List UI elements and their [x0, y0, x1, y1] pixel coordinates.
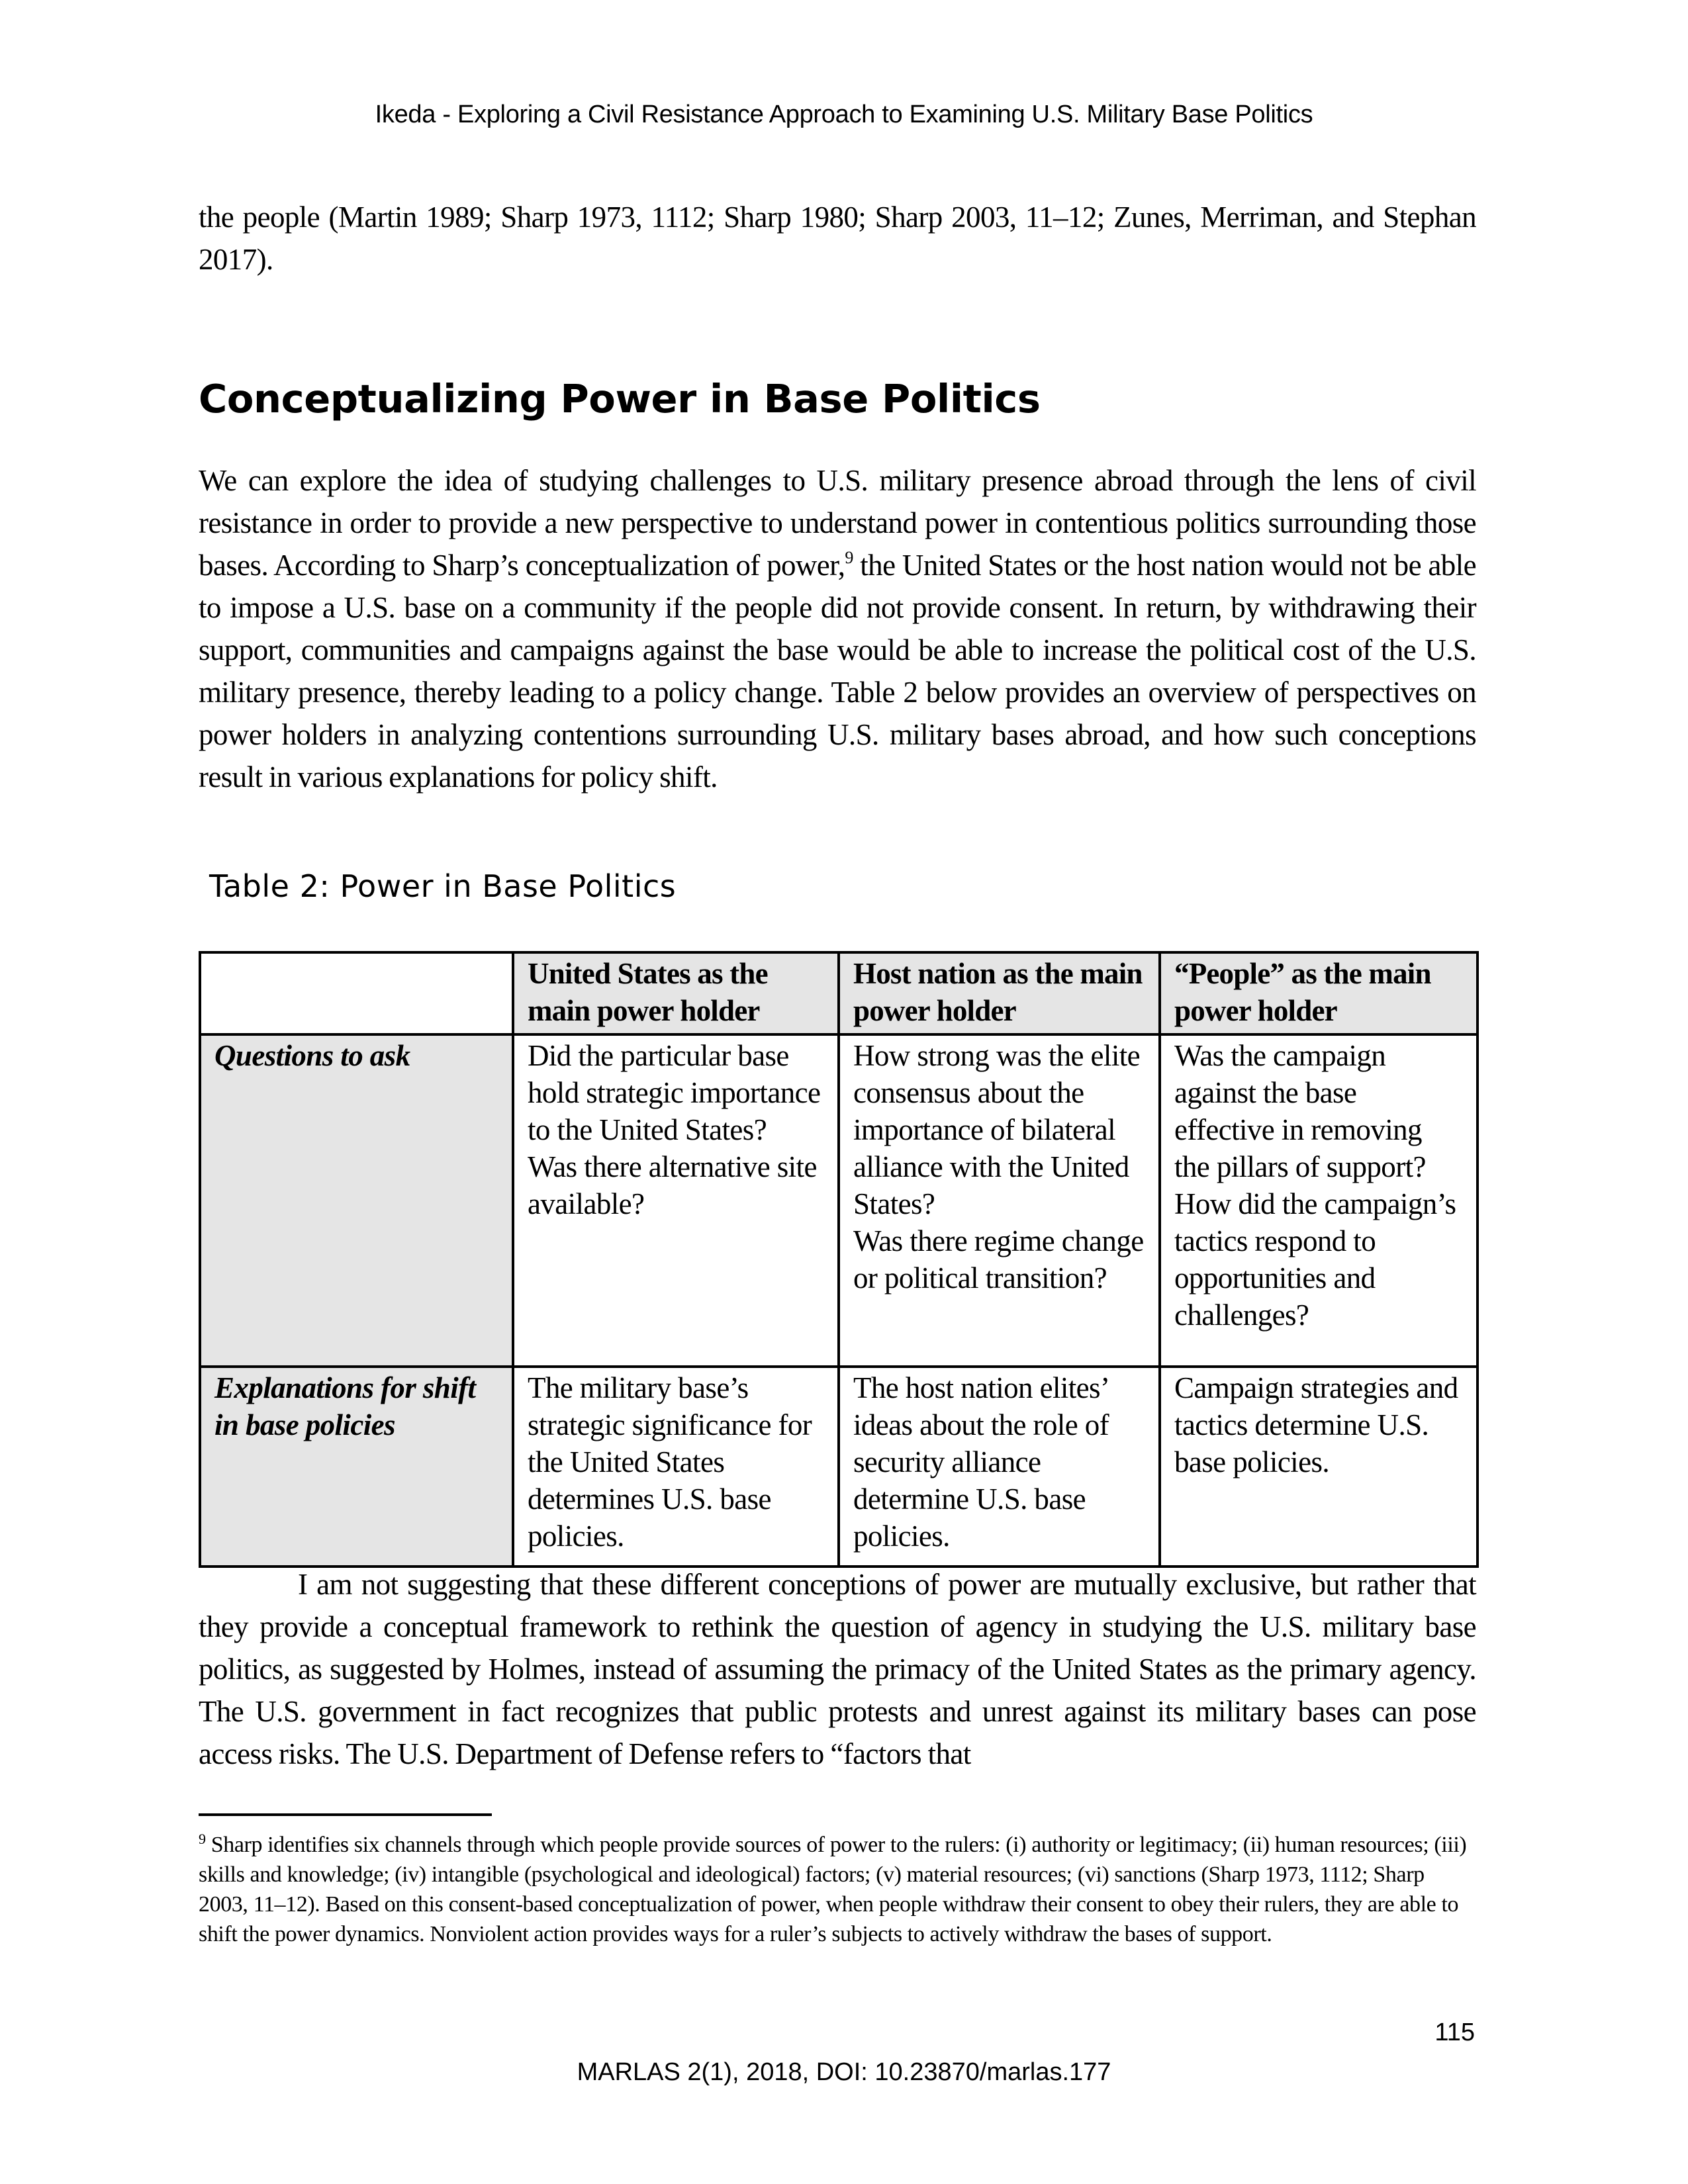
table-cell	[1160, 1367, 1477, 1567]
table-row	[200, 1034, 1477, 1367]
row-label-questions: Questions to ask	[200, 1034, 513, 1367]
footnote-text: Sharp identifies six channels through which people provide sources of power to the rulers: (i) authority or legitimacy; (ii) human resources; (iii) skills and knowledge; (iv) intangible (psychological and ideological) factors; (v) material resources; (vi) sanctions (Sharp 1973, 1112; Sharp 2003, 11–12). Based on this consent-based conceptualization of power, when people withdraw their consent to obey their rulers, they are able to shift the power dynamics. Nonviolent action provides ways for a ruler’s subjects to actively withdraw the bases of support.	[199, 1833, 1467, 1946]
cell-text: The host nation elites’ ideas about the role of security alliance determine U.S. base policies.	[853, 1371, 1109, 1553]
cell-text: Was the campaign against the base effective in removing the pillars of support?	[1174, 1039, 1426, 1183]
cell-text: Was there alternative site available?	[528, 1150, 817, 1220]
cell-text: Campaign strategies and tactics determine U.S. base policies.	[1174, 1371, 1458, 1479]
table-cell	[839, 1034, 1160, 1367]
cell-text: Did the particular base hold strategic importance to the United States?	[528, 1039, 821, 1146]
table-header-row	[200, 952, 1477, 1034]
table-header-corner	[200, 952, 513, 1034]
footnote-separator	[199, 1813, 492, 1816]
main-paragraph	[199, 459, 1476, 798]
table-cell	[513, 1034, 839, 1367]
cell-text: How strong was the elite consensus about the importance of bilateral alliance with the United States?	[853, 1039, 1141, 1220]
power-table	[199, 951, 1479, 1568]
page-number: 115	[1434, 2019, 1475, 2046]
footnote-reference[interactable]: 9	[845, 548, 853, 567]
section-heading: Conceptualizing Power in Base Politics	[199, 376, 1041, 422]
row-label-explanations: Explanations for shift in base policies	[200, 1367, 513, 1567]
footnote	[199, 1830, 1476, 1949]
cell-text: The military base’s strategic significance for the United States determines U.S. base policies.	[528, 1371, 812, 1553]
footnote-number: 9	[199, 1831, 206, 1847]
table-cell	[513, 1367, 839, 1567]
after-table-paragraph-text: I am not suggesting that these different conceptions of power are mutually exclusive, but rather that they provide a conceptual framework to rethink the question of agency in studying the U.S. military base politics, as suggested by Holmes, instead of assuming the primacy of the United States as the primary agency. The U.S. government in fact recognizes that public protests and unrest against its military bases can pose access risks. The U.S. Department of Defense refers to “factors that	[199, 1568, 1476, 1770]
table-header-host-nation: Host nation as the main power holder	[839, 952, 1160, 1034]
cell-text: How did the campaign’s tactics respond to opportunities and challenges?	[1174, 1187, 1456, 1332]
cell-text: Was there regime change or political transition?	[853, 1224, 1144, 1295]
table-header-people: “People” as the main power holder	[1160, 952, 1477, 1034]
running-header: Ikeda - Exploring a Civil Resistance Approach to Examining U.S. Military Base Politics	[375, 101, 1313, 128]
intro-paragraph: the people (Martin 1989; Sharp 1973, 1112; Sharp 1980; Sharp 2003, 11–12; Zunes, Merriman, and Stephan 2017).	[199, 201, 1476, 276]
table-header-us: United States as the main power holder	[513, 952, 839, 1034]
table-cell	[839, 1367, 1160, 1567]
table-title: Table 2: Power in Base Politics	[209, 868, 677, 904]
main-paragraph-part2: the United States or the host nation would not be able to impose a U.S. base on a community if the people did not provide consent. In return, by withdrawing their support, communities and campaigns against the base would be able to increase the political cost of the U.S. military presence, thereby leading to a policy change. Table 2 below provides an overview of perspectives on power holders in analyzing contentions surrounding U.S. military bases abroad, and how such conceptions result in various explanations for policy shift.	[199, 549, 1476, 794]
table-cell	[1160, 1034, 1477, 1367]
table-row	[200, 1367, 1477, 1567]
main-paragraph-part1: We can explore the idea of studying challenges to U.S. military presence abroad through the lens of civil resistance in order to provide a new perspective to understand power in contentious politics surrounding those bases. According to Sharp’s conceptualization of power,	[199, 464, 1476, 582]
after-table-paragraph	[199, 1563, 1476, 1775]
journal-citation: MARLAS 2(1), 2018, DOI: 10.23870/marlas.177	[577, 2058, 1111, 2086]
